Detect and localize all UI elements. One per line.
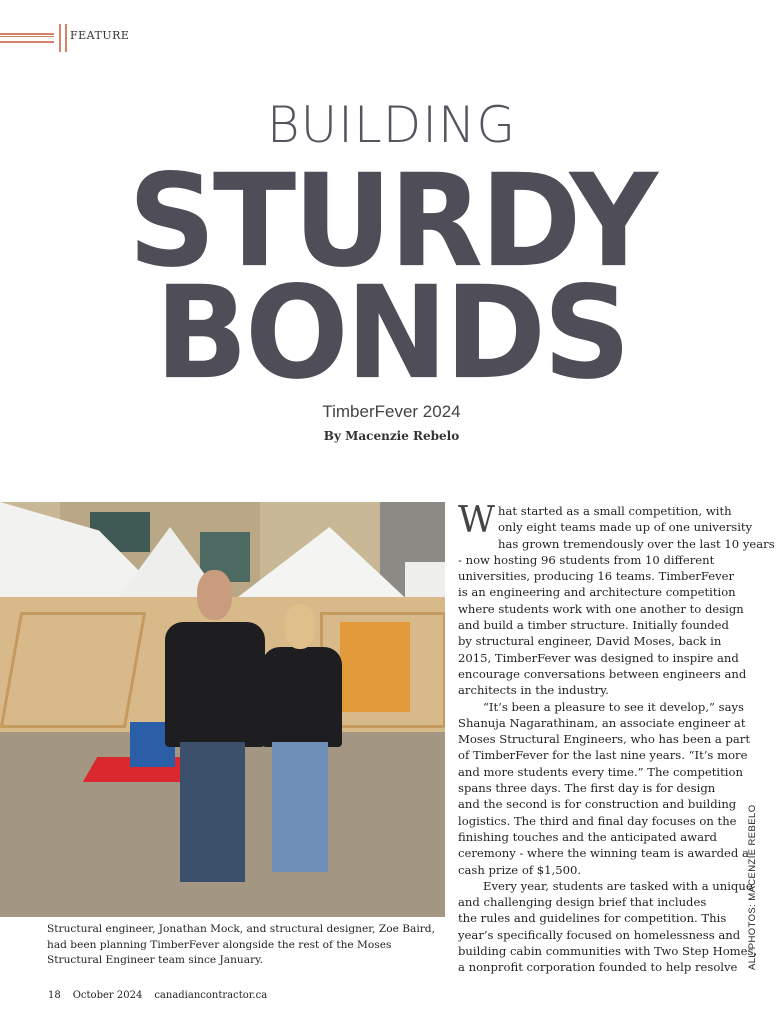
body-line: - now hosting 96 students from 10 different: [458, 552, 715, 567]
page-footer: [48, 990, 279, 1001]
subtitle: TimberFever 2024: [322, 402, 461, 421]
body-line: and more students every time.” The competition: [458, 764, 743, 779]
photo-credit: ALL PHOTOS: MACENZIE REBELO: [747, 804, 758, 970]
body-line: ceremony - where the winning team is awarded a: [458, 846, 749, 861]
body-line: Moses Structural Engineers, who has been a part: [458, 732, 750, 747]
body-line: “It’s been a pleasure to see it develop,” says: [483, 699, 744, 714]
issue-date: October 2024: [72, 990, 143, 1001]
headline-line-2: STURDY: [128, 146, 655, 296]
page-number: 18: [48, 990, 61, 1001]
body-line: by structural engineer, David Moses, back in: [458, 634, 722, 649]
drop-cap: W: [458, 500, 496, 541]
headline-line-3: BONDS: [155, 258, 628, 408]
body-line: only eight teams made up of one university: [498, 520, 753, 535]
body-line: hat started as a small competition, with: [498, 504, 732, 518]
body-line: logistics. The third and final day focuses on the: [458, 813, 737, 828]
body-line: where students work with one another to design: [458, 601, 744, 616]
headline-line-1: BUILDING: [266, 96, 517, 154]
body-line: building cabin communities with Two Step Homes,: [458, 944, 758, 959]
body-line: of TimberFever for the last nine years. “It’s more: [458, 748, 748, 763]
body-line: cash prize of $1,500.: [458, 862, 582, 877]
body-line: and build a timber structure. Initially founded: [458, 618, 729, 633]
body-line: and challenging design brief that includes: [458, 895, 707, 910]
body-line: has grown tremendously over the last 10 years: [498, 536, 775, 551]
body-line: the rules and guidelines for competition. This: [458, 911, 727, 926]
body-line: finishing touches and the anticipated award: [458, 829, 717, 844]
body-line: and the second is for construction and building: [458, 797, 737, 812]
body-line: universities, producing 16 teams. TimberFever: [458, 569, 735, 584]
feature-photo: [0, 502, 445, 917]
body-line: a nonprofit corporation founded to help resolve: [458, 960, 738, 975]
body-line: encourage conversations between engineers and: [458, 666, 747, 681]
section-rule-vertical: [59, 24, 67, 52]
body-line: spans three days. The first day is for design: [458, 781, 716, 796]
byline: By Macenzie Rebelo: [323, 429, 460, 443]
body-line: architects in the industry.: [458, 683, 609, 698]
photo-caption: Structural engineer, Jonathan Mock, and structural designer, Zoe Baird, had been planning TimberFever alongside the rest of the Moses Structural Engineer team since January.: [47, 923, 435, 966]
section-rule: [0, 33, 54, 43]
body-line: 2015, TimberFever was designed to inspire and: [458, 650, 739, 665]
body-line: Shanuja Nagarathinam, an associate engineer at: [458, 715, 746, 730]
body-line: is an engineering and architecture competition: [458, 585, 736, 600]
website-link[interactable]: canadiancontractor.ca: [154, 990, 268, 1001]
body-line: Every year, students are tasked with a unique: [483, 878, 753, 893]
section-label: FEATURE: [70, 29, 130, 42]
body-line: year’s specifically focused on homelessness and: [458, 927, 741, 942]
